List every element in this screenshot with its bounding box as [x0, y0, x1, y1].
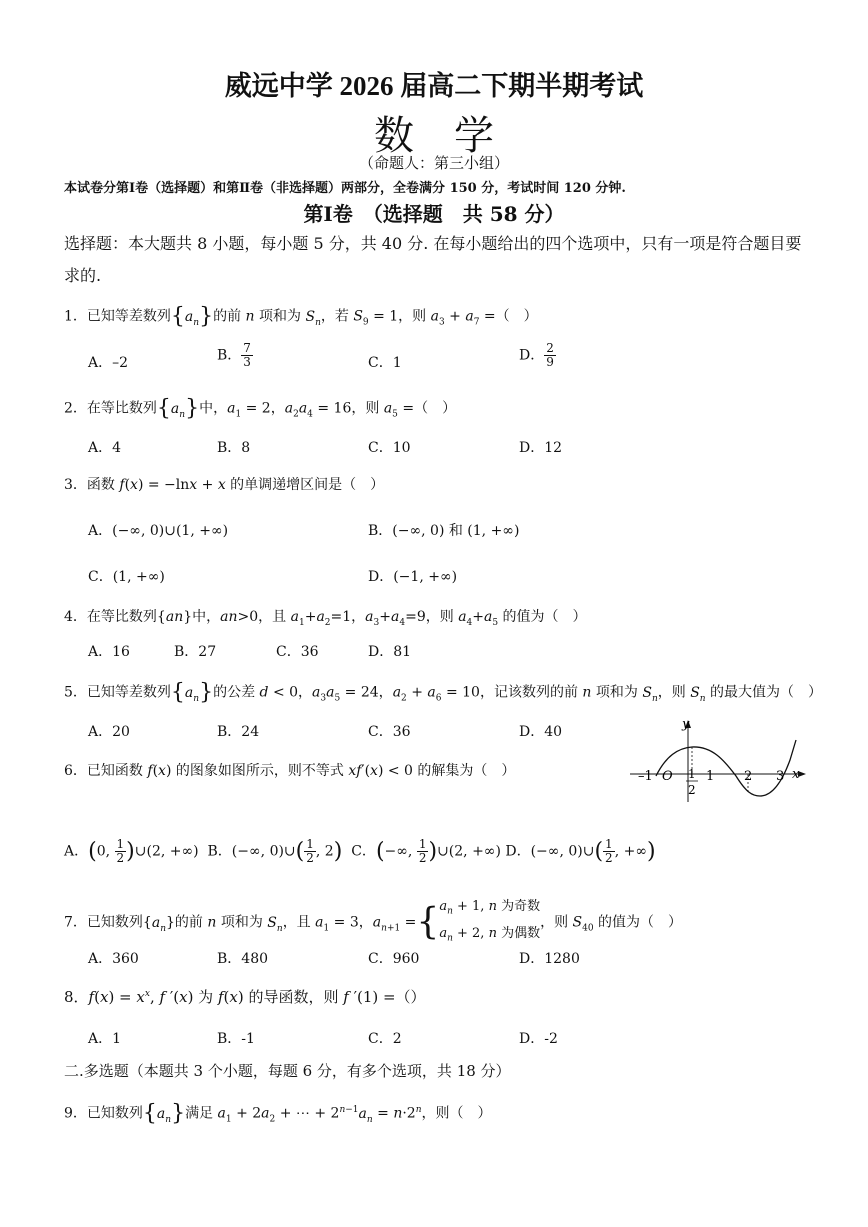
graph-label-half-den: 2 — [688, 783, 696, 797]
section1-title: 第Ⅰ卷 （选择题 共 58 分） — [303, 202, 565, 226]
question-1: 1．已知等差数列$\{a_n\}$的前 n 项和为 $S_n$，若 $S_9 = 1$，则 $a_3 + a_7$ =（ ） — [64, 304, 538, 329]
graph-curve — [656, 740, 796, 796]
q1-option-b — [217, 342, 253, 369]
q8-option-b: B．-1 — [217, 1031, 255, 1047]
graph-label-half-num: 1 — [688, 767, 696, 781]
q6-function-graph — [626, 712, 810, 804]
q3-option-a: A．(−∞, 0)∪(1, +∞) — [88, 523, 229, 539]
q2-option-b: B．8 — [217, 440, 251, 456]
q2-option-a: A．4 — [88, 440, 122, 456]
q7-option-a: A．360 — [88, 951, 139, 967]
question-5: 5．已知等差数列$\{a_n\}$的公差 d < 0，$a_3a_5 = 24$，$a_2 + a_6 = 10$，记该数列的前 n 项和为 $S_n$，则 $S_n$ 的最大值为（ ） — [64, 680, 823, 705]
q8-number: 8． — [64, 988, 89, 1006]
q1-option-d-label: D． — [519, 347, 545, 364]
q7-option-d: D．1280 — [519, 951, 580, 967]
question-6: 6．已知函数 f(x) 的图象如图所示，则不等式 xf′(x) < 0 的解集为（ ） — [64, 763, 516, 779]
q7-number: 7． — [64, 914, 87, 931]
q1-d-num: 2 — [546, 341, 554, 355]
graph-label-x: x — [792, 767, 800, 782]
q8-option-c: C．2 — [368, 1031, 402, 1047]
question-3: 3．函数 f(x) = −lnx + x 的单调递增区间是（ ） — [64, 477, 385, 493]
q9-number: 9． — [64, 1105, 87, 1122]
graph-label-origin: O — [662, 769, 673, 784]
graph-label-two: 2 — [744, 769, 753, 784]
q1-option-b-label: B． — [217, 347, 242, 364]
q1-number: 1． — [64, 308, 87, 325]
exam-author: （命题人：第三小组） — [358, 154, 509, 172]
question-4: 4．在等比数列{an}中，an>0，且 $a_1+a_2=1$，$a_3+a_4=9$，则 $a_4+a_5$ 的值为（ ） — [64, 609, 587, 628]
q4-number: 4． — [64, 609, 87, 625]
q6-number: 6． — [64, 763, 87, 779]
graph-label-one: 1 — [706, 769, 715, 784]
q3-option-d: D．(−1, +∞) — [368, 569, 458, 585]
q1-b-num: 7 — [243, 341, 251, 355]
q5-number: 5． — [64, 684, 87, 701]
question-9: 9．已知数列$\{a_n\}$满足 $a_1 + 2a_2$ + ⋯ + $2^{n-1}a_n = n\cdot 2^n$，则（ ） — [64, 1101, 492, 1126]
question-7: 7．已知数列$\{a_n\}$的前 n 项和为 $S_n$，且 $a_1 = 3$，$a_{n+1}$ ={ $a_n + 1$, n 为奇数 $a_n + 2$, n 为偶数 ，则 $S_{40}$ 的值为（ ） — [64, 899, 683, 944]
q1-d-den: 9 — [546, 355, 554, 369]
q5-option-c: C．36 — [368, 724, 411, 740]
section2-title: 二.多选题（本题共 3 个小题，每题 6 分，有多个选项，共 18 分） — [64, 1062, 511, 1080]
exam-title: 威远中学 2026 届高二下期半期考试 — [224, 71, 644, 101]
q3-option-c: C．(1, +∞) — [88, 569, 165, 585]
exam-notice: 本试卷分第Ⅰ卷（选择题）和第Ⅱ卷（非选择题）两部分，全卷满分 150 分，考试时间 120 分钟. — [64, 181, 626, 196]
q3-option-b: B．(−∞, 0) 和 (1, +∞) — [368, 523, 520, 539]
q1-option-a: A．–2 — [88, 355, 129, 371]
section1-instructions: 选择题：本大题共 8 小题，每小题 5 分，共 40 分. 在每小题给出的四个选项中，只有一项是符合题目要求的. — [64, 234, 802, 285]
q8-option-d: D．-2 — [519, 1031, 558, 1047]
graph-label-three: 3 — [776, 769, 785, 784]
q5-option-a: A．20 — [88, 724, 130, 740]
exam-subject: 数学 — [374, 113, 534, 159]
q5-option-d: D．40 — [519, 724, 563, 740]
q2-option-c: C．10 — [368, 440, 411, 456]
q4-option-b: B．27 — [174, 644, 217, 660]
q1-option-d — [519, 342, 556, 369]
question-2: 2．在等比数列$\{a_n\}$中，$a_1 = 2$，$a_2a_4 = 16$，则 $a_5$ =（ ） — [64, 396, 457, 421]
q7-option-b: B．480 — [217, 951, 269, 967]
q1-option-c: C．1 — [368, 355, 402, 371]
graph-label-y: y — [682, 717, 690, 732]
q6-options: A．(0, $\frac{1}{2}$ )∪(2, +∞) B．(−∞, 0)∪( $\frac{1}{2}$ , 2) C．(−∞, $\frac{1}{2}$ )∪(2, +∞) D．(−∞, 0)∪( $\frac{1}{2}$ , +∞) — [64, 837, 656, 865]
q4-option-c: C．36 — [276, 644, 319, 660]
graph-label-neg1: –1 — [638, 769, 653, 784]
q3-number: 3． — [64, 477, 87, 493]
q4-option-a: A．16 — [88, 644, 130, 660]
q2-number: 2． — [64, 400, 87, 417]
question-8: 8．$f(x) = x^x$, f ′(x) 为 f(x) 的导函数，则 f ′(1) =（） — [64, 988, 426, 1006]
q1-b-den: 3 — [243, 355, 251, 369]
q2-option-d: D．12 — [519, 440, 563, 456]
q5-option-b: B．24 — [217, 724, 260, 740]
q7-option-c: C．960 — [368, 951, 420, 967]
q4-option-d: D．81 — [368, 644, 412, 660]
q8-option-a: A．1 — [88, 1031, 122, 1047]
